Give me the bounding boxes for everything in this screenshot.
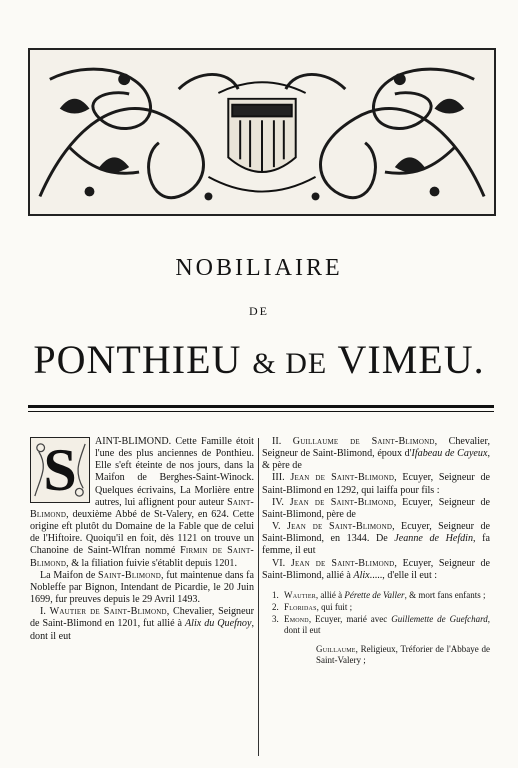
list-subitem xyxy=(272,644,490,666)
list-item xyxy=(272,602,490,613)
ornamental-scroll-icon xyxy=(30,50,494,214)
paragraph-generation-4 xyxy=(262,497,490,521)
book-subtitle xyxy=(0,338,518,386)
name-italic: Alix xyxy=(353,569,370,581)
list-text xyxy=(284,602,352,613)
text-run: , Ecuyer, Seigneur de Saint-Blimond, en 1344. De xyxy=(262,521,490,545)
name-smallcaps: Guillaume xyxy=(316,643,356,654)
name-italic: Ifabeau de Cayeux xyxy=(411,448,488,460)
text-run: , fa femme, il eut xyxy=(262,533,490,557)
dropcap-letter: S xyxy=(43,437,77,503)
text-run: I. xyxy=(40,606,50,618)
text-run: AINT-BLIMOND. Cette Famille étoit l'une des plus anciennes de Ponthieu. Elle s'eft éteinte de nos jours, dans la Maifon de Berghes-Saint-Winock. Quelques écrivains, La Morlière entre autres, lui aflignent pour auteur xyxy=(95,436,254,508)
text-run: , dont il eut xyxy=(284,613,490,635)
list-item xyxy=(272,590,490,601)
text-run: III. xyxy=(272,472,291,484)
list-item xyxy=(272,614,490,636)
text-run: , qui fuit ; xyxy=(316,601,353,612)
text-run: , allié à xyxy=(315,589,345,600)
paragraph-generation-2 xyxy=(262,436,490,472)
paragraph-generation-1 xyxy=(30,606,254,642)
name-italic: Guillemette de Guefchard xyxy=(391,613,488,624)
name-smallcaps: Jean de Saint-Blimond xyxy=(289,496,394,508)
name-smallcaps: Jean de Saint-Blimond xyxy=(290,472,395,484)
text-run: IV. xyxy=(272,496,290,508)
name-italic: Alix du Quefnoy xyxy=(185,618,252,630)
text-run: , Chevalier, Seigneur de Saint-Blimond, époux d' xyxy=(262,436,490,460)
text-run: , Ecuyer, Seigneur de Saint-Blimond, père de xyxy=(262,496,490,520)
name-smallcaps: Saint-Blimond xyxy=(98,569,162,581)
title-ampersand: & DE xyxy=(252,347,328,380)
left-column xyxy=(30,436,254,643)
name-smallcaps: Saint-Blimond xyxy=(30,496,254,520)
name-smallcaps: Jean de Saint-Blimond xyxy=(286,521,393,533)
text-run: , & la filiation fuivie s'établit depuis 1201. xyxy=(66,557,238,569)
dropcap xyxy=(30,437,90,503)
list-text xyxy=(284,614,490,636)
text-run: ....., d'elle il eut : xyxy=(369,569,438,581)
text-run: , Religieux, Tréforier de l'Abbaye de Saint-Valery ; xyxy=(316,643,490,665)
name-smallcaps: Firmin de Saint-Blimond xyxy=(30,545,254,569)
name-smallcaps: Wautier de Saint-Blimond xyxy=(49,606,167,618)
text-run: , fut maintenue dans fa Nobleffe par Bignon, Intendant de Picardie, le 20 Juin 1699, fur preuves depuis le 29 Avril 1493. xyxy=(30,569,254,606)
text-run: , Ecuyer, Seigneur de Saint-Blimond en 1292, qui laiffa pour fils : xyxy=(262,472,490,496)
paragraph-generation-3 xyxy=(262,472,490,496)
name-smallcaps: Emond xyxy=(284,613,309,624)
text-run: , Ecuyer, Seigneur de Saint-Blimond, allié à xyxy=(262,557,490,581)
title-connector: DE xyxy=(249,304,269,318)
text-run: , deuxième Abbé de St-Valery, en 624. Cette origine eft plutôt du Domaine de la Fable que de celui de l'Hiftoire. Quoiqu'il en foit, dès 1121 on trouve un Chanoine de Saint-Wlfran nommé xyxy=(30,508,254,557)
ornamental-headpiece xyxy=(28,48,496,216)
text-run: VI. xyxy=(272,557,291,569)
title-rule-thick xyxy=(28,405,494,408)
children-list xyxy=(272,590,490,636)
text-run: , & père de xyxy=(262,448,490,472)
text-run: , dont il eut xyxy=(30,618,254,642)
list-number: 2. xyxy=(272,601,279,612)
right-column xyxy=(262,436,490,666)
region-ponthieu: PONTHIEU xyxy=(33,337,242,382)
text-run: V. xyxy=(272,521,287,533)
name-italic: Jeanne de Hefdin xyxy=(394,533,474,545)
paragraph-generation-5 xyxy=(262,521,490,557)
text-run: , & mort fans enfants ; xyxy=(404,589,486,600)
name-smallcaps: Jean de Saint-Blimond xyxy=(290,557,395,569)
name-smallcaps: Floridas xyxy=(284,601,317,612)
name-smallcaps: Guillaume de Saint-Blimond xyxy=(292,436,435,447)
name-smallcaps: Wautier xyxy=(284,589,316,600)
text-run: , Chevalier, Seigneur de Saint-Blimond en 1201, fut allié à xyxy=(30,606,254,630)
list-number: 3. xyxy=(272,613,279,624)
list-text xyxy=(284,590,486,601)
paragraph-generation-6 xyxy=(262,558,490,582)
paragraph-nobility xyxy=(30,570,254,606)
text-run: II. xyxy=(272,436,293,447)
title-rule-thin xyxy=(28,411,494,412)
text-run: , Ecuyer, marié avec xyxy=(308,613,392,624)
name-italic: Pérette de Valler xyxy=(344,589,405,600)
list-number: 1. xyxy=(272,589,279,600)
book-title: NOBILIAIRE xyxy=(175,255,343,281)
region-vimeu: VIMEU. xyxy=(337,337,485,382)
column-divider xyxy=(258,438,259,756)
text-run: La Maifon de xyxy=(40,569,99,581)
